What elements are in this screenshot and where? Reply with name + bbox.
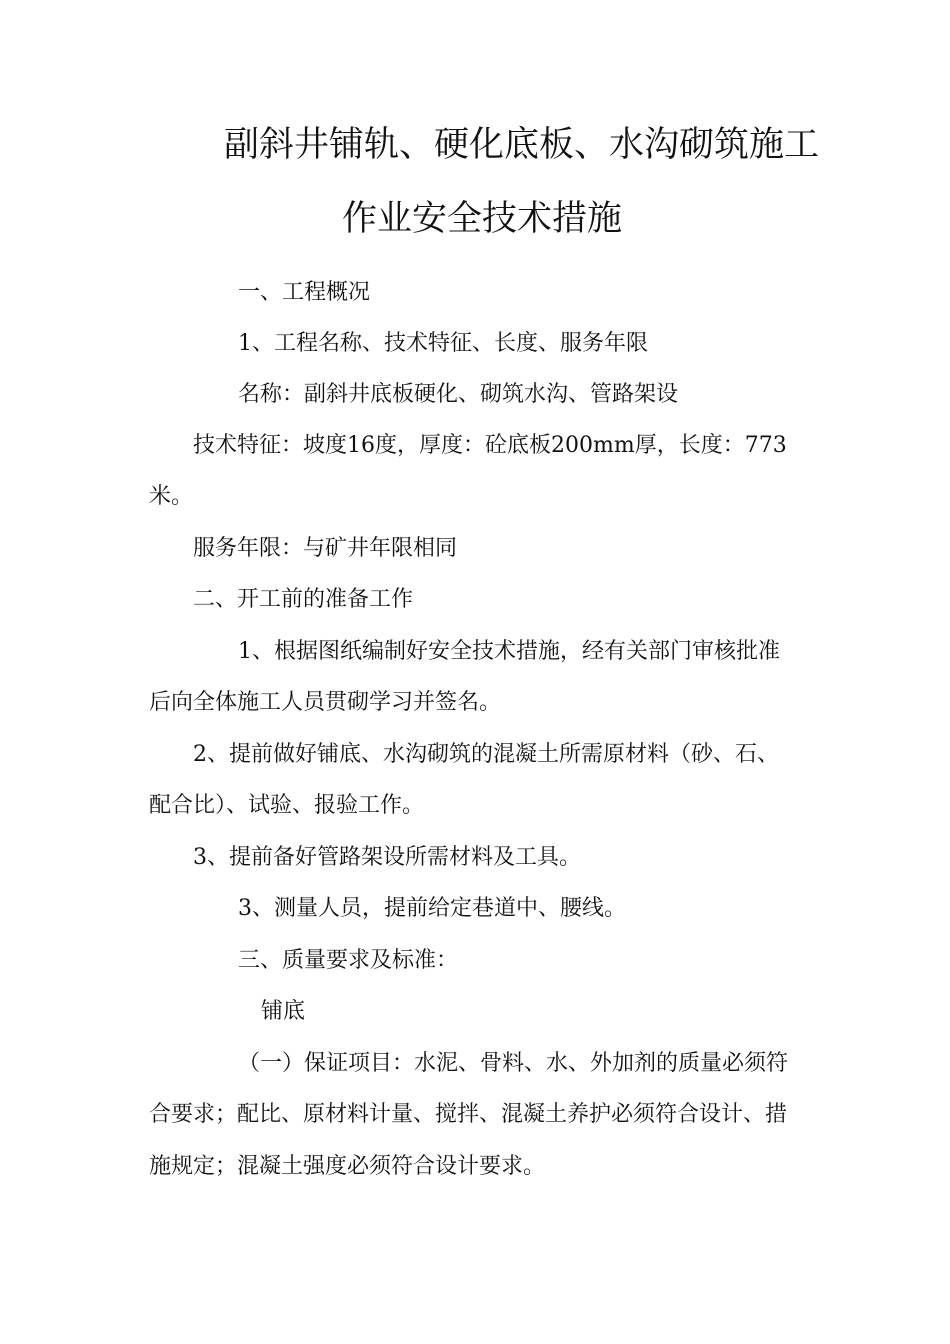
paragraph-line: 1、工程名称、技术特征、长度、服务年限 xyxy=(238,331,648,356)
paragraph-line: 名称：副斜井底板硬化、砌筑水沟、管路架设 xyxy=(238,382,679,407)
document-title-line-2: 作业安全技术措施 xyxy=(342,199,623,239)
paragraph-line: 2、提前做好铺底、水沟砌筑的混凝土所需原材料（砂、石、 xyxy=(193,742,779,767)
paragraph-line: 米。 xyxy=(149,484,194,509)
paragraph-line: 技术特征：坡度16度，厚度：砼底板200mm厚，长度：773 xyxy=(193,433,787,458)
section-heading-preparation: 二、开工前的准备工作 xyxy=(193,587,414,612)
section-heading-overview: 一、工程概况 xyxy=(238,280,371,305)
paragraph-line: 配合比）、试验、报验工作。 xyxy=(149,793,425,818)
paragraph-line: 1、根据图纸编制好安全技术措施，经有关部门审核批准 xyxy=(238,639,780,664)
paragraph-line: 3、测量人员，提前给定巷道中、腰线。 xyxy=(238,896,626,921)
paragraph-line: 服务年限：与矿井年限相同 xyxy=(193,536,458,561)
paragraph-line: 施规定；混凝土强度必须符合设计要求。 xyxy=(149,1154,546,1179)
document-title-line-1: 副斜井铺轨、硬化底板、水沟砌筑施工 xyxy=(224,125,820,165)
subsection-heading: 铺底 xyxy=(261,999,306,1024)
paragraph-line: 3、提前备好管路架设所需材料及工具。 xyxy=(193,845,581,870)
paragraph-line: 后向全体施工人员贯砌学习并签名。 xyxy=(149,690,502,715)
paragraph-line: （一）保证项目：水泥、骨料、水、外加剂的质量必须符 xyxy=(238,1051,789,1076)
section-heading-quality: 三、质量要求及标准： xyxy=(238,948,459,973)
paragraph-line: 合要求；配比、原材料计量、搅拌、混凝土养护必须符合设计、措 xyxy=(149,1102,788,1127)
